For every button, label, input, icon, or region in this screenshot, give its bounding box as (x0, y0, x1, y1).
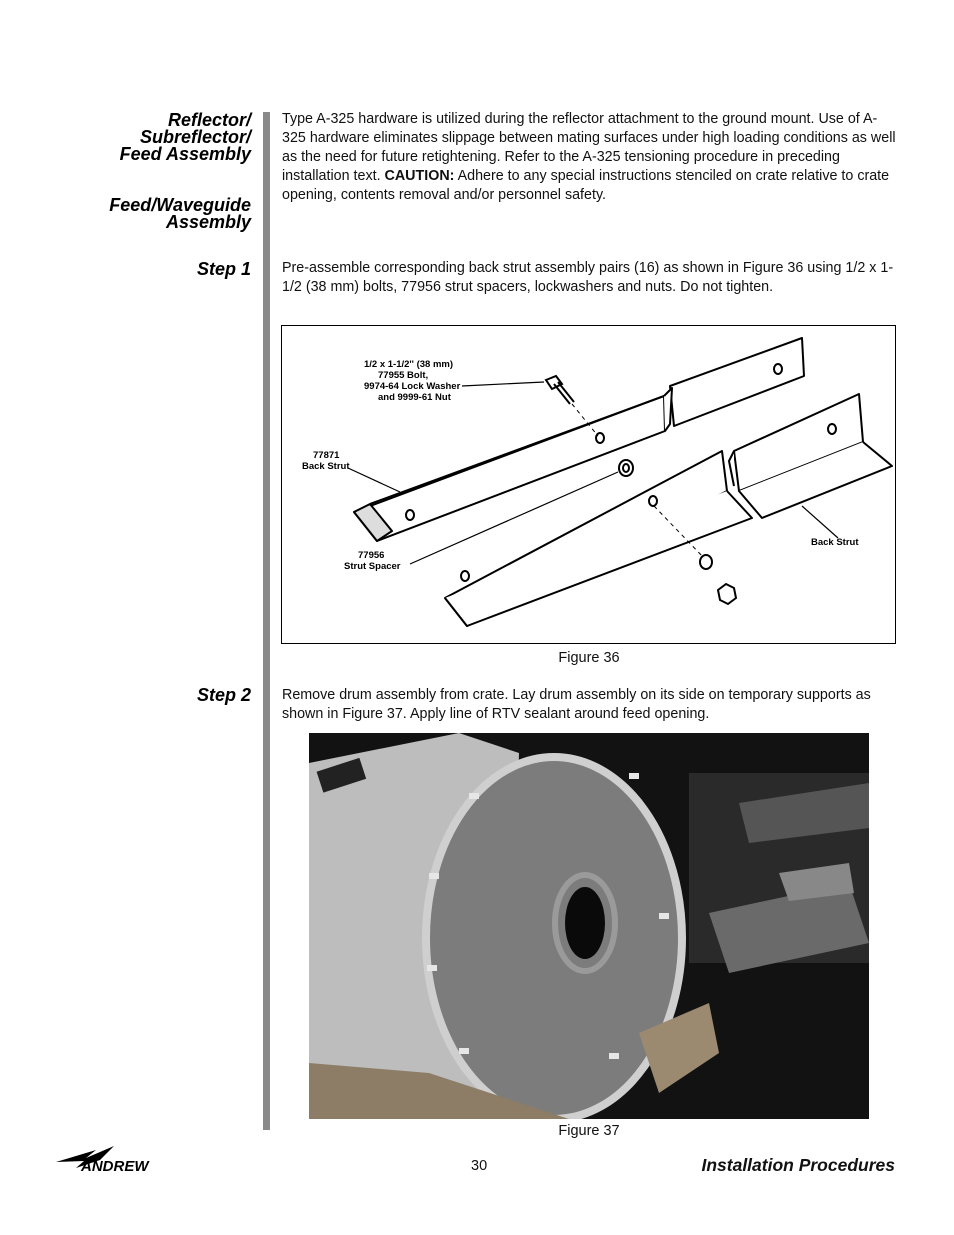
lightning-bolt-icon (56, 1142, 171, 1174)
spacer-part-label: Strut Spacer (344, 561, 401, 572)
back-strut-label: Back Strut (811, 537, 859, 548)
section-heading-reflector (120, 112, 251, 163)
logo-text: ANDREW (81, 1158, 149, 1174)
back-strut-part-number: 77871 (313, 450, 340, 461)
spacer-part-number: 77956 (358, 550, 385, 561)
back-strut-part-label: Back Strut (302, 461, 350, 472)
section-heading-line: Feed Assembly (119, 144, 251, 164)
step1-heading (197, 261, 251, 278)
figure-36 (281, 325, 896, 644)
vertical-rule (263, 112, 270, 1130)
section-heading-line: Reflector/ (167, 110, 251, 130)
step1-paragraph: Pre-assemble corresponding back strut assembly pairs (16) as shown in Figure 36 using 1/2 x 1-1/2 (38 mm) bolts, 77956 strut spacers, lockwashers and nuts. Do not tighten. (282, 260, 894, 295)
strut-drawing (282, 326, 895, 643)
figure-37-photo (309, 733, 869, 1119)
intro-paragraph (282, 110, 896, 205)
step2-paragraph: Remove drum assembly from crate. Lay drum assembly on its side on temporary supports as shown in Figure 37. Apply line of RTV sealant around feed opening. (282, 687, 871, 722)
page-number: 30 (471, 1158, 488, 1174)
footer-title: Installation Procedures (701, 1155, 895, 1175)
section-heading-feed-waveguide (109, 197, 251, 231)
step2-heading (197, 687, 251, 704)
caution-label: CAUTION: (384, 168, 455, 184)
bolt-label-line: 1/2 x 1-1/2'' (38 mm) (364, 359, 454, 370)
bolt-label-line: 77955 Bolt, (378, 370, 429, 381)
section-heading-line: Subreflector/ (139, 127, 251, 147)
drum-photo (309, 733, 869, 1119)
intro-text-after: Adhere to any special instructions stenciled on crate relative to crate opening, contents removal and/or personnel safety. (282, 168, 890, 203)
intro-text: Type A-325 hardware is utilized during the reflector attachment to the ground mount. Use of A-325 hardware eliminates slippage between mating surfaces under high loading conditions as well as the need for future retightening. Refer to the A-325 tensioning procedure in preceding installation text. (282, 111, 896, 184)
andrew-logo (56, 1142, 171, 1174)
step2-label: Step 2 (196, 685, 251, 705)
bolt-label-line: 9974-64 Lock Washer (364, 381, 461, 392)
bolt-label-line: and 9999-61 Nut (378, 392, 451, 403)
figure-37-caption: Figure 37 (558, 1123, 620, 1139)
figure-36-caption: Figure 36 (558, 650, 620, 666)
section-heading-line: Feed/Waveguide (109, 195, 251, 215)
section-heading-line: Assembly (165, 212, 251, 232)
step1-label: Step 1 (196, 259, 251, 279)
